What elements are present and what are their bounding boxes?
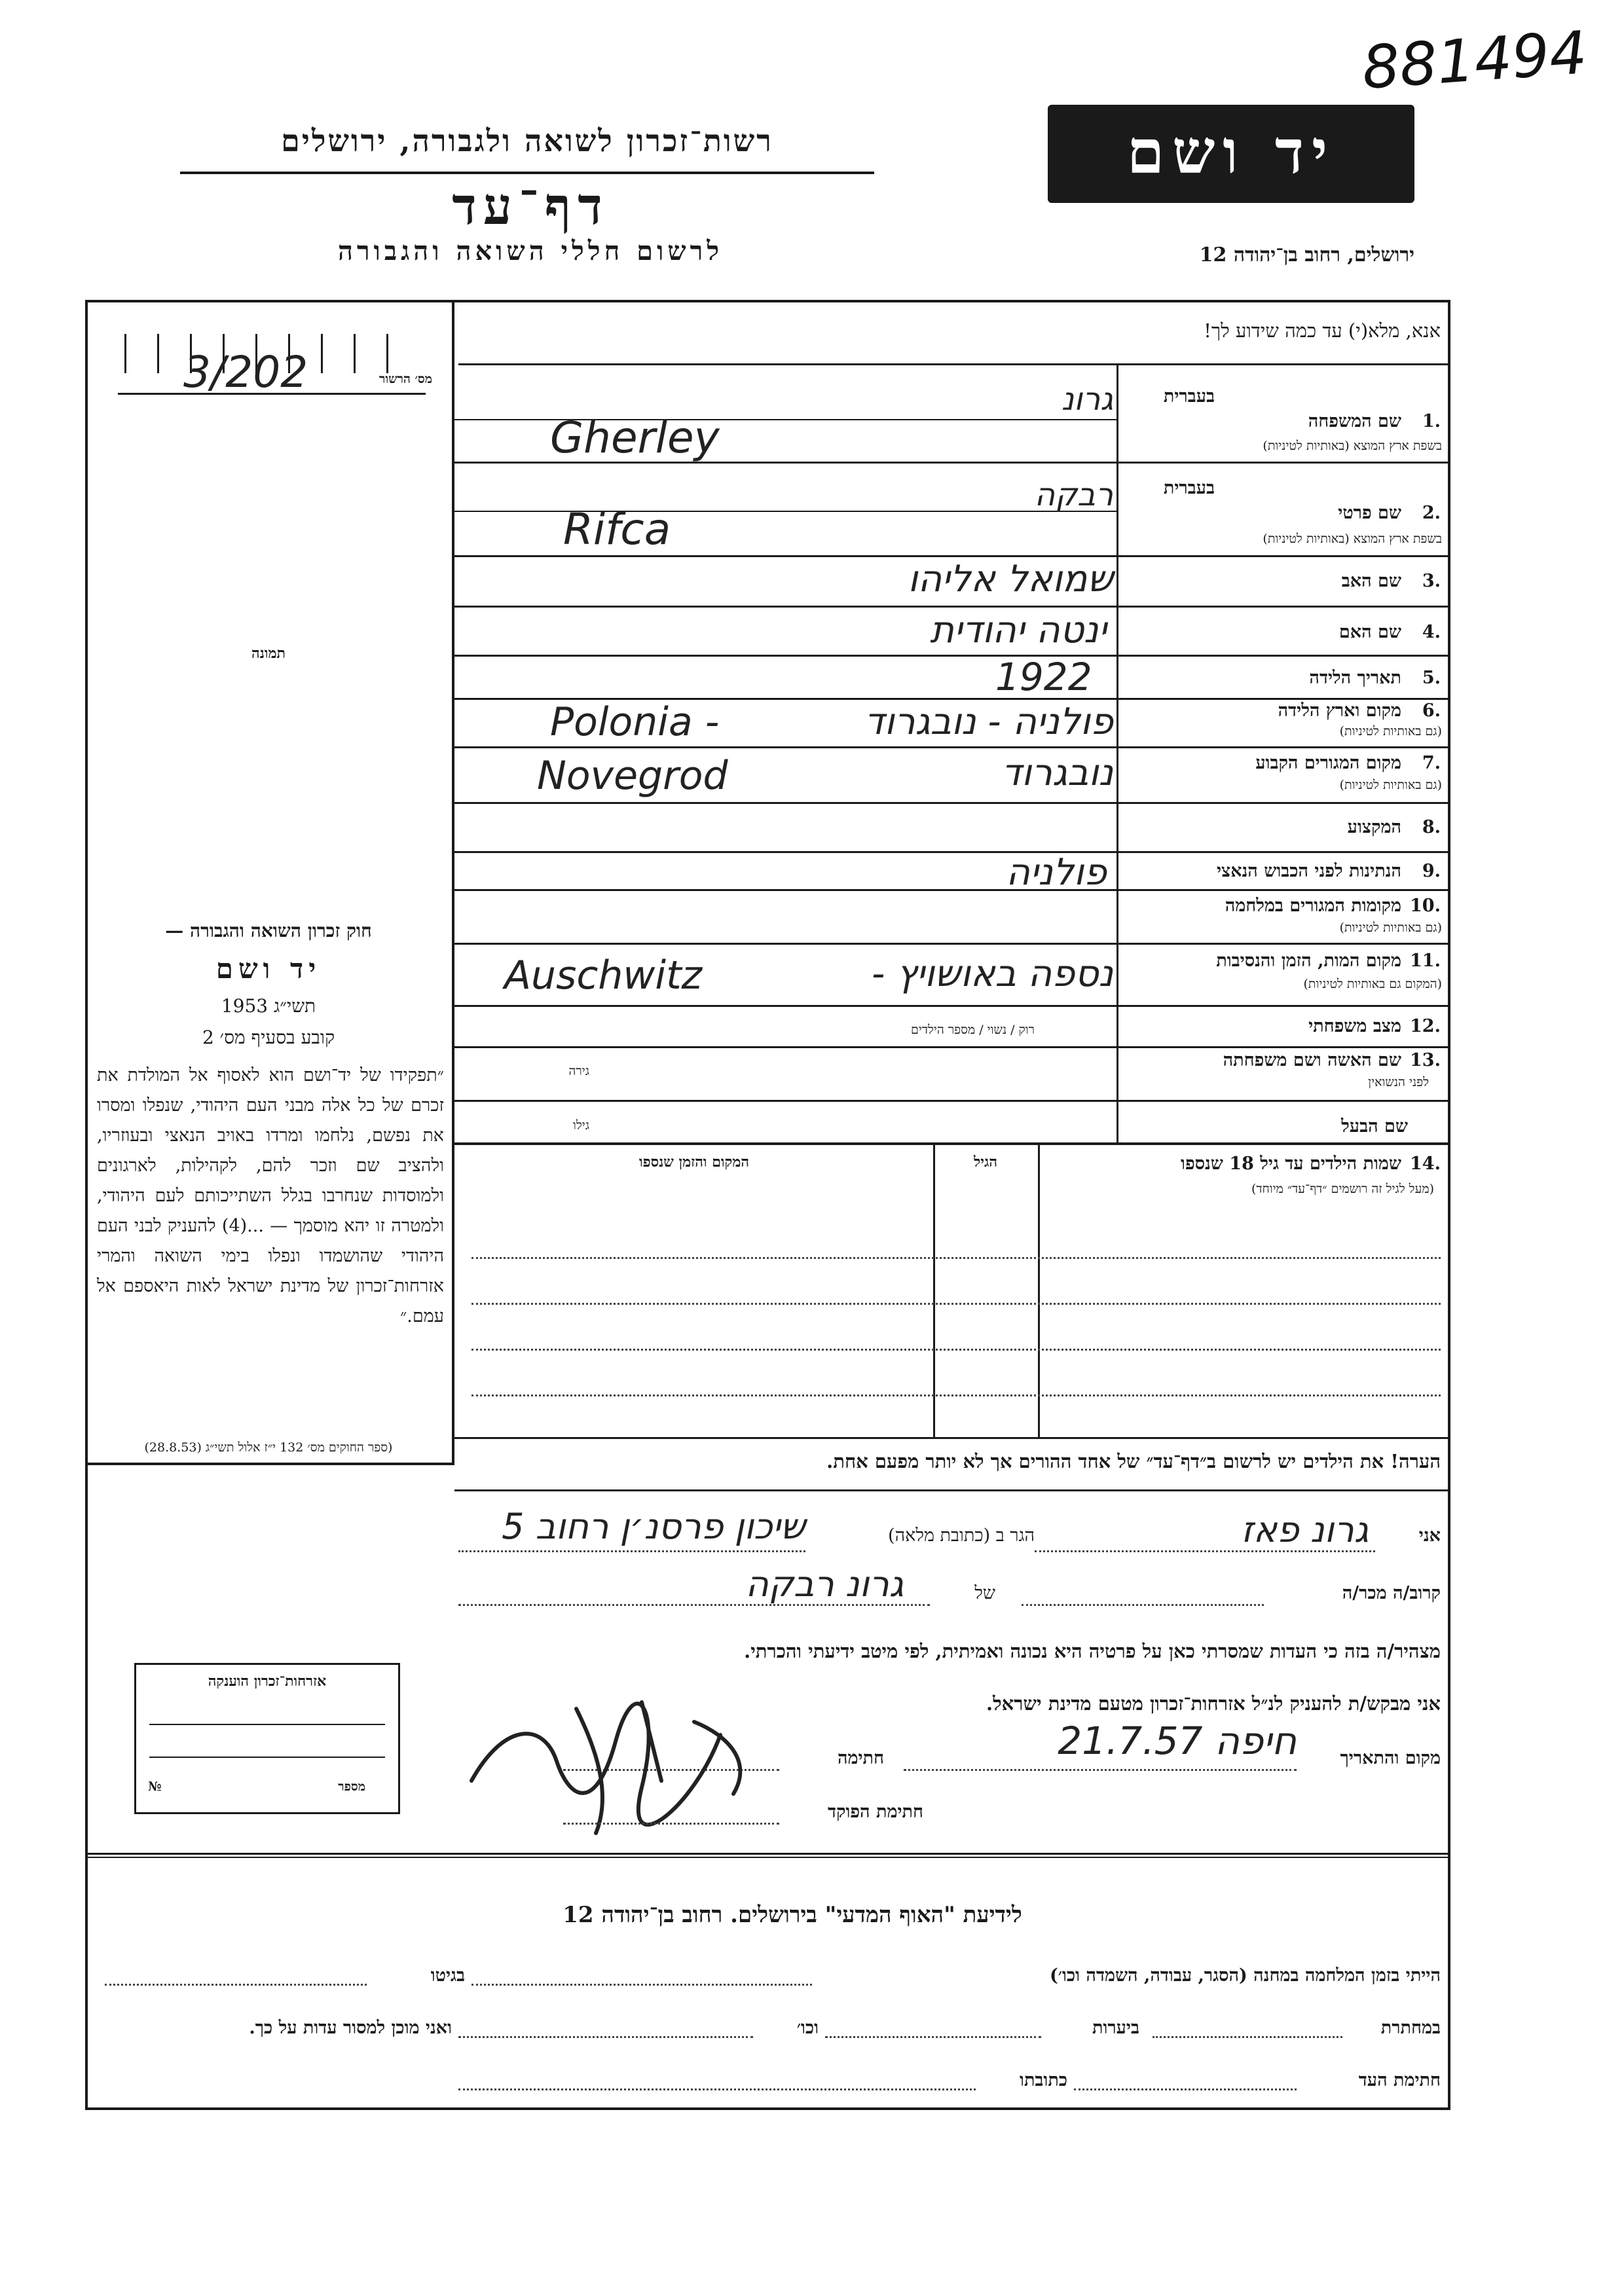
husband-born: גילו bbox=[572, 1118, 589, 1133]
children-num: 14. bbox=[1410, 1154, 1441, 1174]
bottom-line3-field-b[interactable] bbox=[458, 2088, 976, 2090]
field-5-num: 5. bbox=[1422, 668, 1441, 688]
field-7-value[interactable]: נובגרוד bbox=[1001, 752, 1113, 794]
bottom-line2-d: ואני מוכן למסור עדות על כך. bbox=[249, 2018, 452, 2038]
archive-number: 881494 bbox=[1359, 18, 1589, 103]
field-11-latin-value[interactable]: Auschwitz bbox=[504, 953, 703, 998]
children-col-1 bbox=[933, 1142, 935, 1437]
leftbox-right bbox=[452, 300, 454, 1465]
logo-text: יד ושם bbox=[1126, 117, 1336, 187]
rule-6 bbox=[454, 746, 1450, 748]
record-number-label: מס׳ הרשור bbox=[379, 372, 432, 386]
field-2-sub: בשפת ארץ המוצא (באותיות לטיניות) bbox=[1263, 532, 1442, 546]
law-line-1: חוק זכרון השואה והגבורה — bbox=[165, 920, 372, 941]
declarant-signature bbox=[445, 1683, 786, 1846]
record-tick-9 bbox=[386, 334, 388, 373]
field-12-label: מצב משפחתי bbox=[1308, 1016, 1401, 1036]
decl-signature-label: חתימה bbox=[837, 1748, 884, 1768]
bottom-line1-field-b[interactable] bbox=[105, 1984, 367, 1986]
decl-address[interactable]: שיכון פרסנ׳ן רחוב 5 bbox=[502, 1506, 805, 1547]
field-7-label: מקום המגורים הקבוע bbox=[1255, 753, 1401, 773]
decl-address-label: הגר ב (כתובת מלאה) bbox=[888, 1525, 1035, 1546]
note-rule-top bbox=[454, 1437, 1450, 1439]
bottom-line2-c: וכו׳ bbox=[796, 2018, 819, 2038]
decl-official-line bbox=[563, 1823, 779, 1825]
field-4-value[interactable]: ינטה יהודית bbox=[930, 609, 1107, 651]
decl-place-date-label: מקום והתאריך bbox=[1340, 1748, 1441, 1768]
field-11-label: מקום המות, הזמן והנסיבות bbox=[1216, 951, 1401, 971]
field-2-tag: בעברית bbox=[1163, 478, 1215, 498]
citizenship-number-sign: № bbox=[148, 1779, 162, 1794]
field-3-label: שם האב bbox=[1341, 571, 1401, 591]
field-2-label: שם פרטי bbox=[1338, 503, 1401, 523]
decl-line-4: אני מבקש/ת להעניק לנ״ל אזרחות־זכרון מטעם מדינת ישראל. bbox=[986, 1692, 1441, 1715]
field-13-sub: לפני הנשואין bbox=[1368, 1075, 1429, 1089]
yad-vashem-logo bbox=[1048, 105, 1414, 203]
field-7-latin-value[interactable]: Novegrod bbox=[537, 753, 728, 799]
authority-title: רשות־זכרון לשואה ולגבורה, ירושלים bbox=[281, 123, 773, 158]
record-tick-2 bbox=[157, 334, 159, 373]
frame-bottom bbox=[85, 2107, 1450, 2110]
bottom-line2-field-c[interactable] bbox=[458, 2036, 753, 2038]
field-13-label: שם האשה ושם משפחתה bbox=[1223, 1050, 1401, 1070]
field-13-num: 13. bbox=[1410, 1050, 1441, 1070]
field-10-num: 10. bbox=[1410, 896, 1441, 916]
field-11-num: 11. bbox=[1410, 951, 1441, 971]
field-1-num: 1. bbox=[1422, 411, 1441, 431]
rule-3 bbox=[454, 606, 1450, 608]
field-11-sub: (המקום גם באותיות לטיניות) bbox=[1303, 977, 1442, 991]
decl-address-line bbox=[458, 1550, 805, 1552]
field-6-value[interactable]: פולניה - נובגרוד bbox=[864, 701, 1113, 743]
bottom-line3-b: כתובתו bbox=[1020, 2070, 1067, 2090]
decl-place-date-value[interactable]: חיפה 21.7.57 bbox=[1058, 1719, 1297, 1763]
form-subtitle: לרשום חללי השואה והגבורה bbox=[337, 236, 724, 266]
field-1-latin-value[interactable]: Gherley bbox=[550, 412, 720, 463]
bottom-separator bbox=[85, 1853, 1450, 1855]
field-10-label: מקומות המגורים במלחמה bbox=[1225, 896, 1401, 916]
decl-line-3: מצהיר/ה בזה כי העדות שמסרתי כאן על פרטיה היא נכונה ואמיתית, לפי מיטב ידיעתי והכרתי. bbox=[744, 1640, 1441, 1662]
note-text: הערה! את הילדים יש לרשום ב״דף־עד״ של אחד ההורים אך לא יותר מפעם אחת. bbox=[826, 1450, 1441, 1472]
children-age-header: הגיל bbox=[974, 1154, 997, 1171]
decl-relation[interactable]: גרונ רבקה bbox=[745, 1563, 904, 1605]
field-7-sub: (גם באותיות לטיניות) bbox=[1339, 778, 1442, 792]
form-title: דף־עד bbox=[452, 177, 609, 236]
citizenship-line-1 bbox=[149, 1724, 385, 1725]
citizenship-number-label: מספר bbox=[338, 1779, 365, 1794]
field-5-label: תאריך הלידה bbox=[1309, 668, 1401, 688]
frame-left bbox=[85, 300, 88, 2110]
children-place-header: המקום והזמן שנספו bbox=[638, 1154, 750, 1171]
field-9-num: 9. bbox=[1422, 861, 1441, 881]
bottom-line3-field-a[interactable] bbox=[1074, 2088, 1297, 2090]
bottom-separator-2 bbox=[85, 1857, 1450, 1858]
frame-right bbox=[1448, 300, 1450, 2110]
field-6-sub: (גם באותיות לטיניות) bbox=[1339, 724, 1442, 738]
children-title: שמות הילדים עד גיל 18 שנספו bbox=[1181, 1154, 1401, 1174]
rule-husband bbox=[454, 1142, 1450, 1145]
field-6-num: 6. bbox=[1422, 701, 1441, 721]
record-number-value: 3/202 bbox=[183, 347, 308, 397]
decl-official-label: חתימת הפוקד bbox=[828, 1802, 923, 1822]
field-1-label: שם המשפחה bbox=[1308, 411, 1401, 431]
bottom-line2-b: ביערות bbox=[1092, 2018, 1139, 2038]
field-6-latin-value[interactable]: Polonia - bbox=[550, 699, 720, 745]
field-11-value[interactable]: נספה באושויץ - bbox=[872, 953, 1113, 995]
leftbox-bottom bbox=[85, 1463, 454, 1465]
bottom-line2-a: במחתרת bbox=[1380, 2018, 1441, 2038]
rule-7 bbox=[454, 802, 1450, 804]
bottom-line2-field-b[interactable] bbox=[825, 2036, 1041, 2038]
note-rule-bottom bbox=[454, 1489, 1450, 1491]
rule-2 bbox=[454, 555, 1450, 557]
field-2-num: 2. bbox=[1422, 503, 1441, 523]
field-1-hebrew-value[interactable]: גרונ bbox=[1061, 381, 1113, 418]
field-3-value[interactable]: שמואל אליהו bbox=[908, 558, 1113, 600]
authority-underline bbox=[180, 172, 874, 174]
citizenship-line-2 bbox=[149, 1757, 385, 1758]
decl-name[interactable]: גרונ פאז bbox=[1241, 1509, 1369, 1550]
children-sub: (מעל לגיל זה רושמים ״דף־עד״ מיוחד) bbox=[1251, 1182, 1434, 1196]
field-2-hebrew-value[interactable]: רבקה bbox=[1034, 477, 1113, 513]
field-4-label: שם האם bbox=[1338, 622, 1401, 642]
header-address: ירושלים, רחוב בן־יהודה 12 bbox=[1199, 244, 1414, 266]
children-row-3[interactable] bbox=[471, 1349, 1441, 1351]
rule-4 bbox=[454, 655, 1450, 657]
decl-relation-line bbox=[458, 1604, 930, 1606]
citizenship-box bbox=[134, 1663, 400, 1814]
decl-relative-line bbox=[1022, 1604, 1264, 1606]
record-tick-1 bbox=[124, 334, 126, 373]
field-3-num: 3. bbox=[1422, 571, 1441, 591]
law-body: ״תפקידו של יד־ושם הוא לאסוף אל המולדת את זכרם של כל אלה מבני העם היהודי, שנפלו ומסרו את נפשם, נלחמו ומרדו באויב הנאצי ובעוזריו, ולהציב שם וזכר להם, לקהילות, לארגונים ולמוסדות שנחרבו בגלל השתייכותם לעם היהודי, ולמטרה זו יהא מוסמך — ...(4) להעניק לבני העם היהודי שהושמדו ונפלו בימי השואה והמרי אזרחות־זכרון של מדינת ישראל לאות היאספם אל עמם.״ bbox=[97, 1065, 444, 1326]
bottom-line1-a: הייתי בזמן המלחמה במחנה (הסגר, עבודה, השמדה וכו׳) bbox=[1050, 1965, 1441, 1986]
field-8-num: 8. bbox=[1422, 817, 1441, 837]
field-12-num: 12. bbox=[1410, 1016, 1441, 1036]
record-number-box bbox=[98, 334, 445, 406]
field-5-value[interactable]: 1922 bbox=[995, 655, 1092, 699]
labels-column-divider bbox=[1116, 363, 1118, 1142]
law-line-4: קובע בסעיף מס׳ 2 bbox=[202, 1027, 335, 1048]
record-tick-8 bbox=[354, 334, 356, 373]
field-10-sub: (גם באותיות לטיניות) bbox=[1339, 920, 1442, 935]
field-12-hint: רוק / נשוי / מספר הילדים bbox=[911, 1023, 1035, 1037]
law-line-2: יד ושם bbox=[215, 953, 322, 985]
law-line-3: תשי״ג 1953 bbox=[221, 995, 316, 1017]
frame-top bbox=[85, 300, 1450, 302]
decl-relative-label: קרוב/ה מכר/ה bbox=[1342, 1583, 1441, 1603]
record-tick-7 bbox=[321, 334, 323, 373]
field-8-label: המקצוע bbox=[1347, 817, 1401, 837]
intro-text: אנא, מלא(י) עד כמה שידוע לך! bbox=[1204, 319, 1441, 342]
field-6-label: מקום וארץ הלידה bbox=[1278, 701, 1401, 721]
field-7-num: 7. bbox=[1422, 753, 1441, 773]
citizenship-title: אזרחות־זכרון הוענקה bbox=[208, 1673, 327, 1690]
decl-of-label: של bbox=[974, 1583, 995, 1603]
children-row-1[interactable] bbox=[471, 1257, 1441, 1259]
field-1-sub: בשפת ארץ המוצא (באותיות לטיניות) bbox=[1263, 439, 1442, 453]
bottom-line1-b: בגיטו bbox=[430, 1965, 465, 1986]
children-col-2 bbox=[1038, 1142, 1040, 1437]
field-13-birth: גירה bbox=[568, 1064, 589, 1078]
children-row-2[interactable] bbox=[471, 1303, 1441, 1305]
intro-rule bbox=[458, 363, 1450, 365]
decl-name-line bbox=[1035, 1550, 1375, 1552]
bottom-line2-field-a[interactable] bbox=[1153, 2036, 1342, 2038]
law-source: (ספר החוקים מס׳ 132 י״ז אלול תשי״ג (28.8.53) bbox=[144, 1440, 393, 1455]
bottom-title: לידיעת "האוף המדעי" בירושלים. רחוב בן־יהודה 12 bbox=[563, 1902, 1022, 1928]
field-9-value[interactable]: פולניה bbox=[1006, 851, 1107, 894]
rule-10 bbox=[454, 943, 1450, 945]
rule-11 bbox=[454, 1005, 1450, 1007]
field-1-tag: בעברית bbox=[1163, 386, 1215, 407]
rule-13 bbox=[454, 1100, 1450, 1102]
rule-12 bbox=[454, 1046, 1450, 1048]
husband-label: שם הבעל bbox=[1341, 1116, 1408, 1137]
bottom-line3-a: חתימת העד bbox=[1358, 2070, 1441, 2090]
field-9-label: הנתינות לפני הכבוש הנאצי bbox=[1216, 861, 1401, 881]
photo-label: תמונה bbox=[251, 645, 286, 662]
decl-prefix: אני bbox=[1418, 1525, 1441, 1546]
field-4-num: 4. bbox=[1422, 622, 1441, 642]
children-row-4[interactable] bbox=[471, 1394, 1441, 1396]
decl-place-date-line bbox=[904, 1769, 1297, 1771]
bottom-line1-field-a[interactable] bbox=[471, 1984, 812, 1986]
field-2-latin-value[interactable]: Rifca bbox=[563, 504, 671, 555]
